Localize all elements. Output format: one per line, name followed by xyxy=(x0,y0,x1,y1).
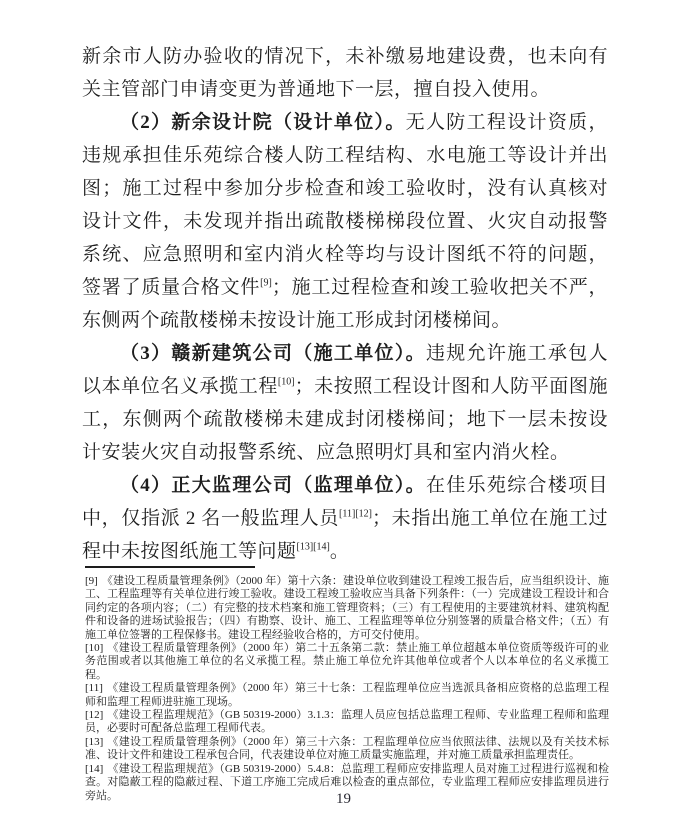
footnote-text: 《建设工程监理规范》（GB 50319-2000）5.4.8：总监理工程师应安排监理人员对施工过程进行巡视和检查。对隐蔽工程的隐蔽过程、下道工序施工完成后难以检查的重点部位，专业监理工程师应安排监理员进行旁站。 xyxy=(85,762,609,802)
footnote-item xyxy=(85,642,609,682)
paragraph xyxy=(82,106,608,337)
footnote-item xyxy=(85,682,609,709)
paragraph xyxy=(82,337,608,469)
footnote-marker: [11] xyxy=(85,682,103,695)
body-text xyxy=(82,40,608,568)
footnote-item xyxy=(85,736,609,763)
footnote-separator xyxy=(85,566,255,568)
paragraph xyxy=(82,40,608,106)
footnote-marker: [9] xyxy=(85,575,98,587)
footnote-reference: [10] xyxy=(277,376,295,388)
paragraph xyxy=(82,469,608,568)
footnote-reference: [9] xyxy=(260,277,272,289)
text-run: ；施工过程检查和竣工验收把关不严，东侧两个疏散楼梯未按设计施工形成封闭楼梯间。 xyxy=(82,277,608,331)
text-run: 违规允许施工承包人以本单位名义承揽工程 xyxy=(82,343,608,397)
footnote-marker: [10] xyxy=(85,642,104,655)
footnote-reference: [11][12] xyxy=(339,508,372,520)
text-run: ；未指出施工单位在施工过程中未按图纸施工等问题 xyxy=(82,508,608,562)
text-run: 在佳乐苑综合楼项目中，仅指派 2 名一般监理人员 xyxy=(82,475,608,529)
bold-run: （2）新余设计院（设计单位）。 xyxy=(120,112,406,133)
footnote-text: 《建设工程质量管理条例》（2000 年）第二十五条第二款：禁止施工单位超越本单位资质等级许可的业务范围或者以其他施工单位的名义承揽工程。禁止施工单位允许其他单位或者个人以本单位的名义承揽工程。 xyxy=(85,642,609,681)
text-run: 。 xyxy=(329,541,350,562)
footnote-text: 《建设工程质量管理条例》（2000 年）第十六条：建设单位收到建设工程竣工报告后，应当组织设计、施工、工程监理等有关单位进行竣工验收。建设工程竣工验收应当具备下列条件：（一）完成建设工程设计和合同约定的各项内容；（二）有完整的技术档案和施工管理资料；（三）有工程使用的主要建筑材料、建筑构配件和设备的进场试验报告；（四）有勘察、设计、施工、工程监理等单位分别签署的质量合格文件；（五）有施工单位签署的工程保修书。建设工程经验收合格的，方可交付使用。 xyxy=(85,575,609,641)
footnote-marker: [12] xyxy=(85,709,104,722)
footnote-marker: [13] xyxy=(85,735,104,748)
text-run: 新余市人防办验收的情况下，未补缴易地建设费，也未向有关主管部门申请变更为普通地下一层，擅自投入使用。 xyxy=(82,46,608,100)
footnote-text: 《建设工程质量管理条例》（2000 年）第三十七条：工程监理单位应当选派具备相应资格的总监理工程师和监理工程师进驻施工现场。 xyxy=(85,682,609,708)
footnote-text: 《建设工程监理规范》（GB 50319-2000）3.1.3：监理人员应包括总监理工程师、专业监理工程师和监理员，必要时可配备总监理工程师代表。 xyxy=(85,709,609,735)
text-run: ；未按照工程设计图和人防平面图施工，东侧两个疏散楼梯未建成封闭楼梯间；地下一层未按设计安装火灾自动报警系统、应急照明灯具和室内消火栓。 xyxy=(82,376,608,463)
bold-run: （4）正大监理公司（监理单位）。 xyxy=(120,475,426,496)
footnotes-section xyxy=(85,575,609,803)
bold-run: （3）赣新建筑公司（施工单位）。 xyxy=(120,343,426,364)
footnote-item xyxy=(85,709,609,736)
page-number: 19 xyxy=(336,791,351,807)
footnote-marker: [14] xyxy=(85,762,104,775)
footnote-item xyxy=(85,575,609,642)
footnote-reference: [13][14] xyxy=(296,541,330,553)
text-run: 无人防工程设计资质，违规承担佳乐苑综合楼人防工程结构、水电施工等设计并出图；施工过程中参加分步检查和竣工验收时，没有认真核对设计文件，未发现并指出疏散楼梯梯段位置、火灾自动报警系统、应急照明和室内消火栓等均与设计图纸不符的问题，签署了质量合格文件 xyxy=(82,112,608,298)
footnote-text: 《建设工程质量管理条例》（2000 年）第三十六条：工程监理单位应当依照法律、法规以及有关技术标准、设计文件和建设工程承包合同，代表建设单位对施工质量实施监理，并对施工质量承担监理责任。 xyxy=(85,735,609,762)
